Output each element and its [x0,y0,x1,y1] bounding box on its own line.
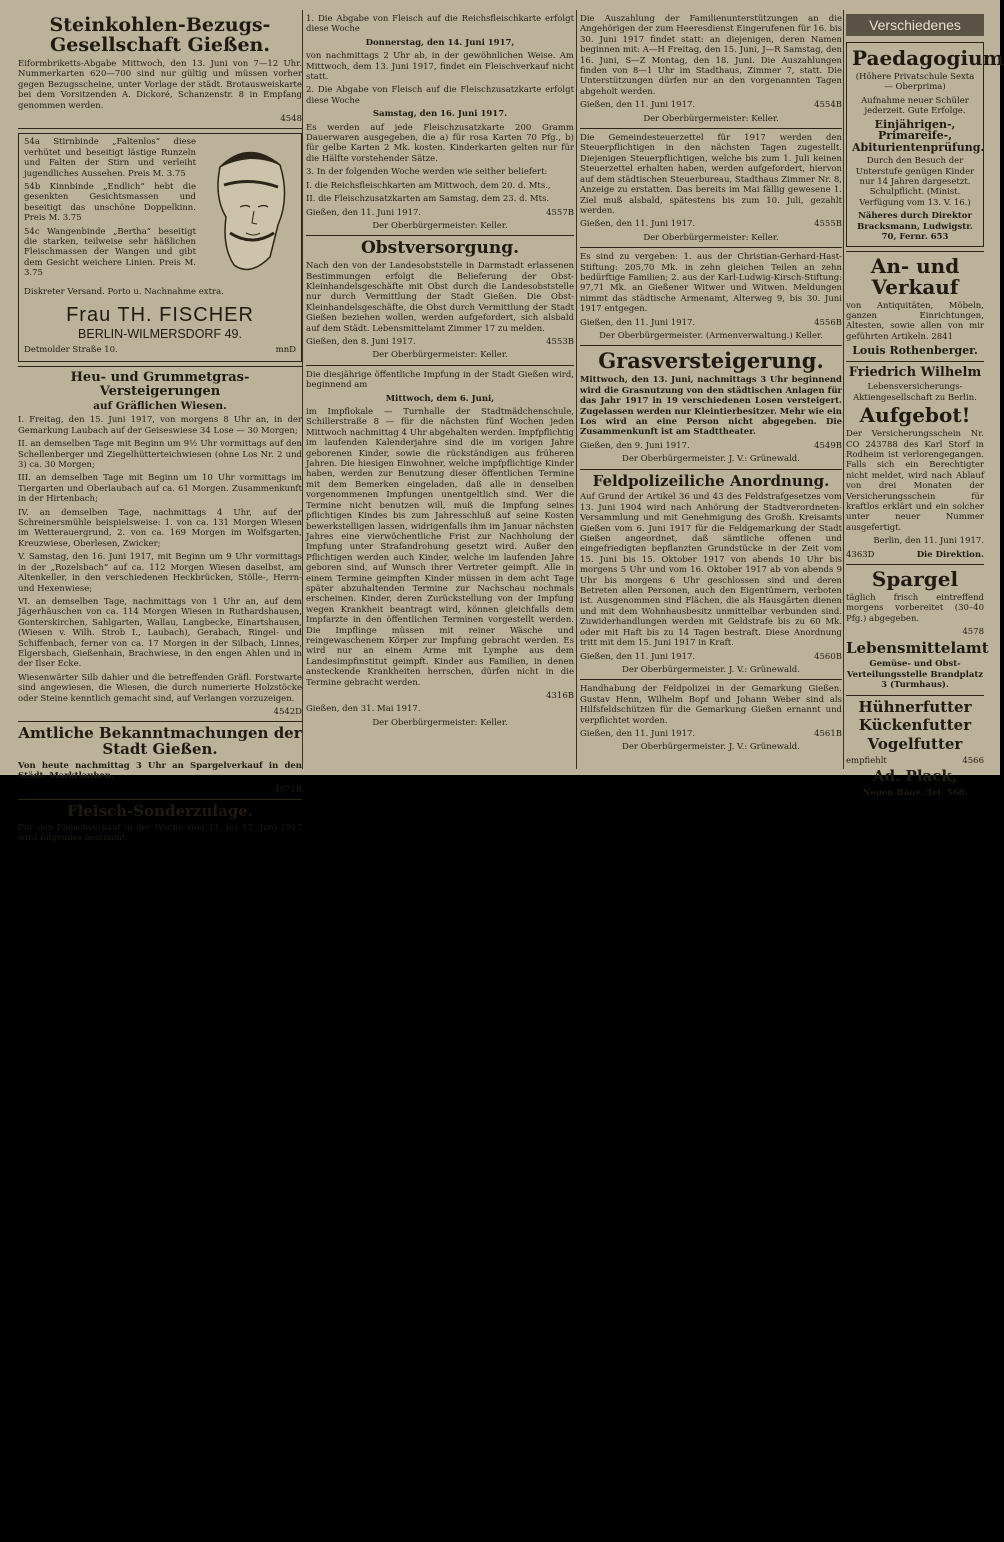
hay-item: II. an demselben Tage mit Beginn um 9½ Uhr vormittags auf den Schellenberger und Ziegelhütterteichwiesen (ohne Los Nr. 2 und 3) ca. 30 Morgen; [18,439,302,471]
column-3 [580,14,842,767]
asparagus-ad-ref: 4578 [962,627,984,638]
asparagus-ad-title: Spargel [871,567,959,592]
ad-wangenbinde: 54c Wangenbinde „Bertha“ beseitigt die starken, teilweise sehr häßlichen Fleischmassen der Wangen und gibt dem Gesicht weichere Linien. Preis M. 3.75 [24,226,196,279]
field-police-date: Gießen, den 11. Juni 1917. [580,651,696,662]
plack-name: Ad. Plack, [872,767,958,786]
hay-ref: 4542D [273,706,302,717]
column-4 [846,14,1004,799]
column-rule [576,10,577,769]
public-notice-text: Der Versicherungsschein Nr. CO 243788 des Karl Storf in Rodheim ist verlorengegangen. Falls sich ein Berechtigter nicht meldet, wird nach Ablauf von drei Monaten der Versicherungsschein für kraftlos erklärt und ein solcher unter neuer Nummer ausgefertigt. [846,429,984,533]
buy-sell-title: An- und Verkauf [870,253,960,299]
endowment-text: Es sind zu vergeben: 1. aus der Christian-Gerhard-Hast-Stiftung: 205,70 Mk. in zehn gleichen Teilen an zehn bedürftige Familien; 2. aus der Karl-Ludwig-Kirsch-Stiftung: 97,71 Mk. an Gießener Witwer und Witwen. Meldungen nimmt das städtische Armenamt, Alterweg 9, bis 30. Juni 1917 entgegen. [580,252,842,315]
field-staff-text: Handhabung der Feldpolizei in der Gemarkung Gießen. Gustav Henn, Wilhelm Bopf und Johann Weber sind als Hilfsfeldschützen für die Gemarkung Gießen ernannt und verpflichtet worden. [580,684,842,726]
feed-hens: Hühnerfutter [858,697,972,716]
tax-date: Gießen, den 11. Juni 1917. [580,219,696,230]
divider [580,247,842,248]
asparagus-ref: 4571B [274,784,302,795]
meat-item: I. die Reichsfleischkarten am Mittwoch, dem 20. d. Mts., [306,180,551,191]
hay-item: V. Samstag, den 16. Juni 1917, mit Beginn um 9 Uhr vormittags in der „Rozelsbach“ auf ca. 112 Morgen Wiesen daselbst, am Altenkeller, in den verschiedenen Heckbrücken, Stölle-, Herrn- und Hexenwiese; [18,552,302,594]
field-police-ref: 4560B [814,651,842,662]
paedagogium-intake: Aufnahme neuer Schüler jederzeit. Gute Erfolge. [861,95,969,117]
fruit-signature: Der Oberbürgermeister: Keller. [372,350,508,361]
fischer-ref: mnD [275,344,296,355]
meat-item: Samstag, den 16. Juni 1917. [372,109,508,120]
hay-closing: Wiesenwärter Silb dahier und die betreffenden Gräfl. Forstwarte sind angewiesen, die Wiesen, die durch numerierte Holzstöcke oder Steine kenntlich gemacht sind, auf Verlangen vorzuzeigen. [18,672,302,704]
fruit-ref: 4553B [546,337,574,347]
field-staff-signature: Der Oberbürgermeister. J. V.: Grünewald. [622,742,800,753]
coal-ref: 4548 [280,113,302,124]
hay-item: VI. an demselben Tage, nachmittags von 1 Uhr an, auf dem Jägerhäuschen von ca. 114 Morgen Wiesen in Ruthardshausen, Gonterskirchen, Sahlgarten, Wallau, Langbecke, Einartshausen, (Wiesen v. Wilh. Strob I., Laubach), Gerabach, Ringel- und Schiffenbach, ferner von ca. 17 Morgen in der Silbach, Linnes, Elgersbach, Gießenhain, Brachwiese, in den engen Ahlen und in der Ilser Ecke. [18,596,302,670]
meat-item: Es werden auf jede Fleischzusatzkarte 200 Gramm Dauerwaren ausgegeben, die a) für rosa Karten 70 Pfg., b) für gelbe Karten 2 Mk. kosten. Kinderkarten gelten nur für die Hälfte vorstehender Sätze. [306,122,574,164]
feed-ref: 4566 [962,755,984,766]
fruit-text: Nach den von der Landesobststelle in Darmstadt erlassenen Bestimmungen erfolgt die Belieferung der Obst-Kleinhandelsgeschäfte mit Obst durch die Landesobststelle nur durch Vermittlung der Stadt Gießen. Die Obst-Kleinhandelsgeschäfte, die Obst durch Vermittlung der Stadt Gießen beziehen wollen, werden aufgefordert, sich alsbald auf dem Städt. Lebensmittelamt Zimmer 17 zu melden. [306,261,574,334]
meat-date: Gießen, den 11. Juni 1917. [306,207,422,218]
tax-signature: Der Oberbürgermeister: Keller. [643,232,779,243]
buy-sell-text: von Antiquitäten, Möbeln, ganzen Einrichtungen, Altesten, sowie allen von mir geführten Artikeln. 2841 [846,300,984,342]
food-office-title: Lebensmittelamt [846,638,989,657]
ad-kinnbinde: 54b Kinnbinde „Endlich“ hebt die gesenkten Gesichtsmassen und beseitigt das unschöne Doppelkinn. Preis M. 3.75 [24,181,196,224]
divider [846,361,984,362]
paedagogium-contact: Näheres durch Direktor Bracksmann, Ludwigstr. 70, Fernr. 653 [857,211,973,243]
paedagogium-ad [846,42,1004,247]
meat-item: von nachmittags 2 Uhr ab, in der gewöhnlichen Weise. Am Mittwoch, dem 13. Juni 1917, findet ein Fleischverkauf nicht statt. [306,51,574,83]
fruit-date: Gießen, den 8. Juni 1917. [306,337,416,347]
column-2 [306,14,574,767]
hay-item: III. an demselben Tage mit Beginn um 10 Uhr vormittags im Tiergarten und Oberlaubach auf ca. 61 Morgen. Zusammenkunft in der Hirtenbach; [18,473,302,505]
meat-item: 2. Die Abgabe von Fleisch auf die Fleischzusatzkarte erfolgt diese Woche [306,85,574,106]
hay-auction-title: Heu- und Grummetgras-Versteigerungen [70,370,250,399]
plack-address: Neuen Bäue. Tel. 568. [862,788,968,799]
grass-auction-ref: 4549B [814,440,842,451]
divider [846,251,984,252]
divider [18,799,302,800]
family-support-ref: 4554B [814,100,842,111]
fruit-supply-title: Obstversorgung. [360,238,520,259]
paedagogium-text: Durch den Besuch der Unterstufe genügen Kinder nur 14 Jahren dargesetzt. Schulpflicht. (Minist. Verfügung vom 13. V. 16.) [855,156,975,208]
asparagus-notice: Von heute nachmittag 3 Uhr an Spargelverkauf in den Städt. Marktlauben. [18,760,302,782]
family-support-signature: Der Oberbürgermeister: Keller. [643,113,779,124]
endowment-ref: 4556B [814,317,842,328]
divider [580,345,842,346]
endowment-signature: Der Oberbürgermeister. (Armenverwaltung.) Keller. [599,330,823,341]
column-rule [302,10,303,769]
asparagus-ad-text: täglich frisch eintreffend morgens vorbereitet (30–40 Pfg.) abgegeben. [846,593,984,624]
column-1 [18,14,302,844]
ad-shipping: Diskreter Versand. Porto u. Nachnahme extra. [24,287,224,298]
public-notice-date: Berlin, den 11. Juni 1917. [873,536,984,547]
fischer-ad [18,133,302,362]
insurer-name: Friedrich Wilhelm [848,364,982,380]
meat-signature: Der Oberbürgermeister: Keller. [372,220,508,231]
public-notice-signature: Die Direktion. [916,549,984,560]
grass-auction-text: Mittwoch, den 13. Juni, nachmittags 3 Uhr beginnend wird die Grasnutzung von den städtischen Anlagen für das Jahr 1917 in 19 verschiedenen Losen versteigert. Zugelassen werden nur Kleintierbesitzer. Mehr wie ein Los wird an eine Person nicht abgegeben. Die Zusammenkunft ist am Stadttheater. [580,375,842,438]
vaccination-date: Gießen, den 31. Mai 1917. [306,704,421,715]
vaccination-date-line: Mittwoch, dem 6. Juni, [385,393,495,404]
vaccination-text: im Impflokale — Turnhalle der Stadtmädchenschule, Schillerstraße 8 — für die nächsten fünf Wochen jeden Mittwoch nachmittag 4 Uhr abgehalten werden. Impfpflichtig im laufenden Kalenderjahre sind die im vorigen Jahre geborenen Kinder, sowie die rückständigen aus früheren Jahren. Die hiesigen Einwohner, welche impfpflichtige Kinder haben, werden zur Benutzung dieser öffentlichen Termine mit dem Bemerken eingeladen, daß alle in denselben vorgenommenen Impfungen unentgeltlich sind. Wer die Termine nicht benutzen will, muß die Impfung seines pflichtigen Kindes bis zum Jahresschluß auf seine Kosten bewerkstelligen lassen, widrigenfalls ihm im Januar nächsten Jahres eine vierwöchentliche Frist zur Nachholung der Impfung unter Strafandrohung gesetzt wird. Außer den Pflichtigen werden auch Kinder, welche im laufenden Jahre geboren sind, auf Wunsch ihrer Vertreter geimpft. Alle in einem Termine geimpften Kinder müssen in dem acht Tage später abzuhaltenden Termine zur Nachschau nochmals erscheinen. Kinder, deren Zurückstellung von der Impfung wegen Krankheit beantragt wird, können gleichfalls dem Impfarzte in den öffentlichen Terminen vorgestellt werden. Die Impflinge müssen mit reiner Wäsche und reingewaschenem Körper zur Impfung gebracht werden. Es wird nur an einem Arme mit Lymphe aus dem Landesimpfinstitut geimpft. Kinder aus Familien, in denen ansteckende Krankheiten herrschen, dürfen nicht in die Termine gebracht werden. [306,407,574,688]
family-support-date: Gießen, den 11. Juni 1917. [580,100,696,111]
divider [18,128,302,129]
public-notice-title: Aufgebot! [859,403,971,428]
insurer-subtitle: Lebensversicherungs-Aktiengesellschaft zu Berlin. [853,382,977,403]
divider [580,128,842,129]
vaccination-ref: 4316B [546,691,574,701]
field-staff-date: Gießen, den 11. Juni 1917. [580,728,696,739]
divider [580,679,842,680]
tax-text: Die Gemeindesteuerzettel für 1917 werden den Steuerpflichtigen in den nächsten Tagen zugestellt. Diejenigen Steuerpflichtigen, welche bis zum 1. Juli keinen Steuerzettel erhalten haben, werden aufgefordert, hiervon auf dem städtischen Steuerbureau, Stadthaus Zimmer Nr. 8, Anzeige zu erstatten. Das bereits im Mai fällig gewesene 1. Ziel muß alsbald, spätestens bis zum 10. Juli, gezahlt werden. [580,133,842,216]
food-office-subtitle: Gemüse- und Obst-Verteilungsstelle Brandplatz 3 (Turmhaus). [846,659,984,691]
meat-item: 3. In der folgenden Woche werden wie seither beliefert: [306,167,548,178]
field-police-title: Feldpolizeiliche Anordnung. [592,471,830,490]
miscellaneous-banner: Verschiedenes [846,14,984,36]
meat-item: 1. Die Abgabe von Fleisch auf die Reichsfleischkarte erfolgt diese Woche [306,14,574,35]
meat-item: Donnerstag, den 14. Juni 1917, [365,37,515,48]
woman-portrait-illustration [200,137,296,287]
tax-ref: 4555B [814,219,842,230]
coal-notice: Eiformbriketts-Abgabe Mittwoch, den 13. Juni von 7—12 Uhr. Nummerkarten 620—700 sind nur gültig und müssen vorher gegen Bezugsscheine, unter Vorlage der städt. Brotausweiskarte bei dem Vorsitzenden A. Dickoré, Schanzenstr. 8 in Empfang genommen werden. [18,58,302,111]
meat-item: II. die Fleischzusatzkarten am Samstag, dem 23. d. Mts. [306,194,550,205]
divider [306,365,574,366]
endowment-date: Gießen, den 11. Juni 1917. [580,317,696,328]
divider [846,564,984,565]
column-rule [843,10,844,769]
paedagogium-subtitle: (Höhere Privatschule Sexta — Oberprima) [855,72,975,93]
paedagogium-exams: Einjährigen-, Primareife-, Abiturientenprüfung. [852,117,985,154]
vaccination-intro: Die diesjährige öffentliche Impfung in der Stadt Gießen wird, beginnend am [306,369,574,391]
divider [846,695,984,696]
divider [18,366,302,367]
ad-stirnbinde: 54a Stirnbinde „Faltenlos“ diese verhütet und beseitigt lästige Runzeln und Falten der Stirn und verleiht jugendliches Aussehen. Preis M. 3.75 [24,137,196,179]
field-police-signature: Der Oberbürgermeister. J. V.: Grünewald. [622,664,800,675]
meat-intro: Für den Fleischverkauf in der Woche vom 11. bis 17. Juni 1917 wird folgendes bestimmt: [18,822,302,844]
grass-auction-title: Grasversteigerung. [598,348,824,374]
meat-ref: 4557B [546,207,574,218]
paedagogium-name: Paedagogium [852,46,1004,70]
hay-item: IV. an demselben Tage, nachmittags 4 Uhr, auf der Schreinersmühle beispielsweise: 1. von ca. 131 Morgen Wiesen im Wetterauergrund, 2. von ca. 169 Morgen im Wolfsgarten, Kreuzwiese, Oberlesen, Zwicker; [18,507,302,549]
family-support-text: Die Auszahlung der Familienunterstützungen an die Angehörigen der zum Heeresdienst Eingerufenen für 16. bis 30. Juni 1917 findet statt: an diejenigen, deren Namen beginnen mit: A—H Freitag, den 15. Juni, J—R Samstag, den 16. Juni, S—Z Montag, den 18. Juni. Die Auszahlungen finden von 8—1 Uhr im Stadthaus, Zimmer 7, statt. Die Unterstützungen dürfen nur an den vorgenannten Tagen abgeholt werden. [580,14,842,97]
buy-sell-name: Louis Rothenberger. [852,344,978,358]
field-staff-ref: 4561B [814,728,842,739]
vaccination-signature: Der Oberbürgermeister: Keller. [372,717,508,728]
fischer-city: BERLIN-WILMERSDORF 49. [78,326,242,341]
divider [18,721,302,722]
grass-auction-signature: Der Oberbürgermeister. J. V.: Grünewald. [622,454,800,465]
divider [580,469,842,470]
fischer-name: Frau TH. FISCHER [66,303,254,326]
public-notice-ref: 4363D [846,549,875,560]
meat-bonus-title: Fleisch-Sonderzulage. [66,802,254,821]
official-announcements-title: Amtliche Bekanntmachungen der Stadt Gießen. [18,724,302,759]
hay-item: I. Freitag, den 15. Juni 1917, von morgens 8 Uhr an, in der Gemarkung Laubach auf der Geiseswiese 34 Lose — 30 Morgen; [18,415,302,436]
field-police-text: Auf Grund der Artikel 36 und 43 des Feldstrafgesetzes vom 13. Juni 1904 wird nach Anhörung der Stadtverordneten-Versammlung und mit Genehmigung des Großh. Kreisamts Gießen vom 6. Juni 1917 für die Feldgemarkung der Stadt Gießen angeordnet, daß sämtliche offenen und eingefriedigten bepflanzten Grundstücke in der Zeit vom 15. Juni bis 15. Oktober 1917 von abends 10 Uhr bis morgens 5 Uhr und vom 16. Oktober 1917 ab von abends 9 Uhr bis morgens 6 Uhr geschlossen sind und deren Betreten allen Personen, auch den Eigentümern, verboten ist. Ausgenommen sind Flächen, die als Hausgärten dienen und mit dem Wohnhausbesitz unmittelbar verbunden sind. Zuwiderhandlungen werden mit Geldstrafe bis zu 60 Mk. oder mit Haft bis zu 14 Tagen bestraft. Diese Anordnung tritt mit dem 15. Juni 1917 in Kraft. [580,492,842,649]
grass-auction-date: Gießen, den 9. Juni 1917. [580,440,690,451]
coal-company-title: Steinkohlen-Bezugs-Gesellschaft Gießen. [49,14,271,56]
feed-recommends: empfiehlt [846,755,887,766]
fischer-street: Detmolder Straße 10. [24,344,118,355]
feed-chicks: Kückenfutter [858,716,972,735]
feed-birds: Vogelfutter [867,735,963,754]
divider [306,235,574,236]
hay-auction-subtitle: auf Gräflichen Wiesen. [93,400,227,413]
